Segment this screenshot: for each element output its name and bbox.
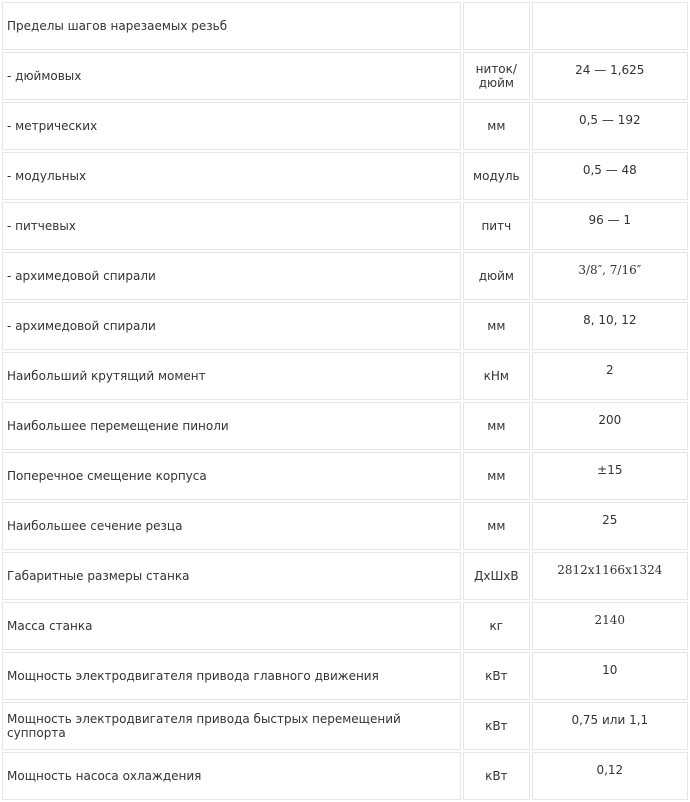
table-row <box>2 102 688 150</box>
spec-name: Поперечное смещение корпуса <box>2 452 461 500</box>
table-row <box>2 302 688 350</box>
spec-unit: кВт <box>463 702 530 750</box>
table-row <box>2 2 688 50</box>
table-row <box>2 602 688 650</box>
table-row <box>2 252 688 300</box>
spec-name: - архимедовой спирали <box>2 302 461 350</box>
spec-unit: ДхШхВ <box>463 552 530 600</box>
spec-name: Мощность электродвигателя привода быстрых перемещений суппорта <box>2 702 461 750</box>
spec-name: Пределы шагов нарезаемых резьб <box>2 2 461 50</box>
spec-name: Мощность электродвигателя привода главного движения <box>2 652 461 700</box>
table-row <box>2 702 688 750</box>
spec-value: 2140 <box>532 602 688 650</box>
spec-name: Масса станка <box>2 602 461 650</box>
spec-value: 2812x1166x1324 <box>532 552 688 600</box>
spec-value: ±15 <box>532 452 688 500</box>
spec-unit: кВт <box>463 752 530 800</box>
spec-value <box>532 2 688 50</box>
table-row <box>2 352 688 400</box>
table-row <box>2 652 688 700</box>
spec-value: 0,75 или 1,1 <box>532 702 688 750</box>
spec-value: 3/8″, 7/16″ <box>532 252 688 300</box>
spec-value: 10 <box>532 652 688 700</box>
spec-value: 0,5 — 192 <box>532 102 688 150</box>
spec-name: - модульных <box>2 152 461 200</box>
spec-value: 25 <box>532 502 688 550</box>
spec-name: Мощность насоса охлаждения <box>2 752 461 800</box>
spec-unit: мм <box>463 502 530 550</box>
table-row <box>2 452 688 500</box>
table-row <box>2 752 688 800</box>
spec-unit: кНм <box>463 352 530 400</box>
spec-name: Наибольшее перемещение пиноли <box>2 402 461 450</box>
spec-value: 2 <box>532 352 688 400</box>
spec-name: Наибольший крутящий момент <box>2 352 461 400</box>
spec-name: Габаритные размеры станка <box>2 552 461 600</box>
spec-name: - архимедовой спирали <box>2 252 461 300</box>
table-row <box>2 52 688 100</box>
spec-unit: мм <box>463 402 530 450</box>
table-row <box>2 552 688 600</box>
spec-name: - питчевых <box>2 202 461 250</box>
spec-unit: мм <box>463 452 530 500</box>
spec-value: 96 — 1 <box>532 202 688 250</box>
spec-name: - дюймовых <box>2 52 461 100</box>
table-row <box>2 502 688 550</box>
spec-unit: питч <box>463 202 530 250</box>
spec-unit: кВт <box>463 652 530 700</box>
spec-unit: дюйм <box>463 252 530 300</box>
spec-value: 0,5 — 48 <box>532 152 688 200</box>
spec-unit <box>463 2 530 50</box>
spec-name: Наибольшее сечение резца <box>2 502 461 550</box>
spec-unit: ниток/ дюйм <box>463 52 530 100</box>
table-row <box>2 202 688 250</box>
table-row <box>2 152 688 200</box>
spec-unit: модуль <box>463 152 530 200</box>
spec-unit: мм <box>463 302 530 350</box>
spec-value: 8, 10, 12 <box>532 302 688 350</box>
spec-value: 200 <box>532 402 688 450</box>
spec-value: 0,12 <box>532 752 688 800</box>
table-row <box>2 402 688 450</box>
spec-unit: мм <box>463 102 530 150</box>
spec-unit: кг <box>463 602 530 650</box>
spec-value: 24 — 1,625 <box>532 52 688 100</box>
spec-name: - метрических <box>2 102 461 150</box>
